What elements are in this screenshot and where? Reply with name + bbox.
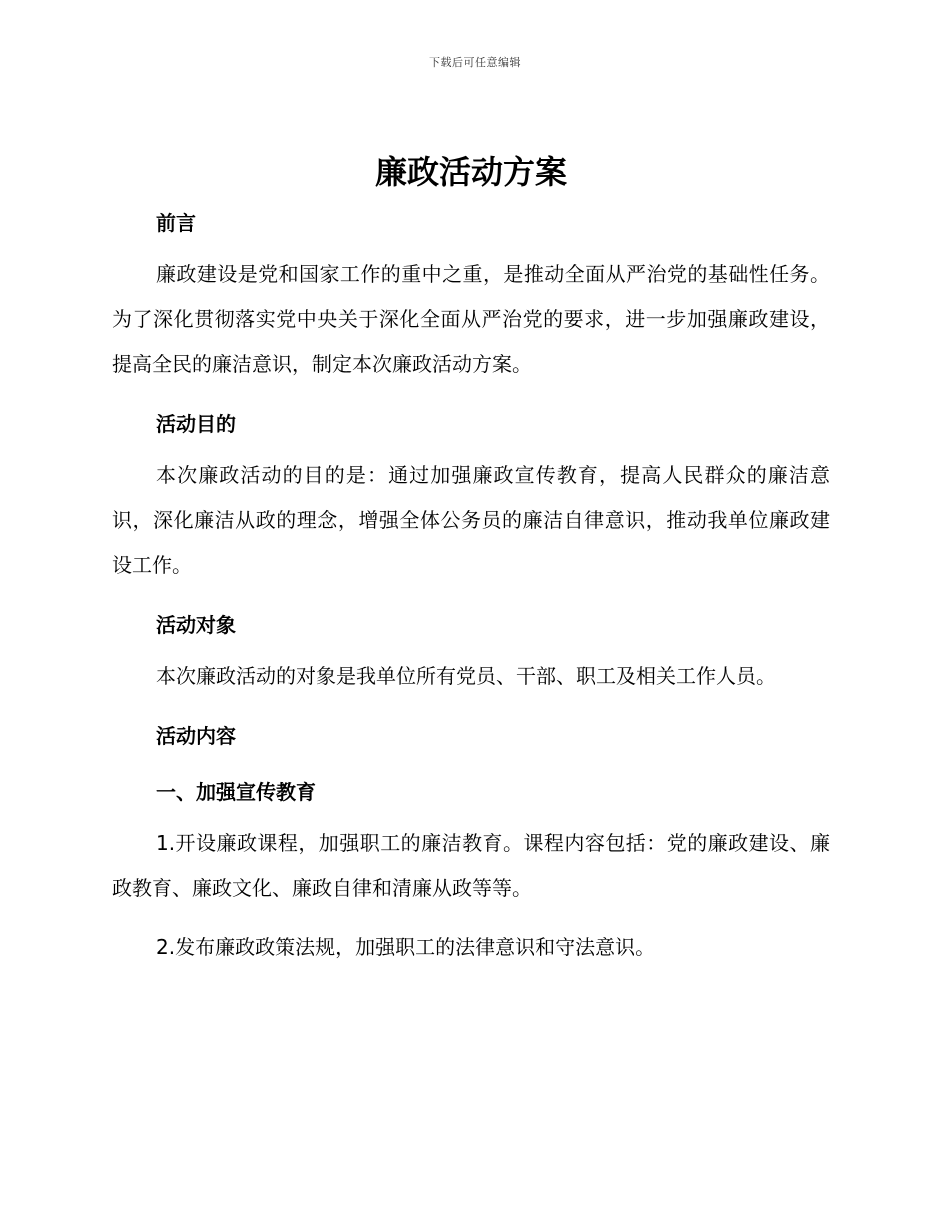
document-title: 廉政活动方案 (374, 153, 567, 191)
paragraph-audience: 本次廉政活动的对象是我单位所有党员、干部、职工及相关工作人员。 (156, 664, 776, 688)
section-heading-content: 活动内容 (156, 724, 236, 748)
section-heading-audience: 活动对象 (156, 613, 236, 637)
paragraph-purpose: 本次廉政活动的目的是：通过加强廉政宣传教育，提高人民群众的廉洁意识，深化廉洁从政的理念，增强全体公务员的廉洁自律意识，推动我单位廉政建设工作。 (112, 463, 830, 577)
section-heading-preface: 前言 (156, 211, 196, 235)
section-heading-purpose: 活动目的 (156, 412, 236, 436)
document-body (112, 150, 830, 970)
header-note: 下载后可任意编辑 (429, 56, 521, 69)
list-item: 1.开设廉政课程，加强职工的廉洁教育。课程内容包括：党的廉政建设、廉政教育、廉政文化、廉政自律和清廉从政等等。 (112, 831, 830, 900)
paragraph-preface: 廉政建设是党和国家工作的重中之重，是推动全面从严治党的基础性任务。为了深化贯彻落实党中央关于深化全面从严治党的要求，进一步加强廉政建设，提高全民的廉洁意识，制定本次廉政活动方案。 (112, 262, 830, 376)
list-item: 2.发布廉政政策法规，加强职工的法律意识和守法意识。 (156, 935, 656, 959)
subheading-publicity-education: 一、加强宣传教育 (156, 780, 316, 804)
